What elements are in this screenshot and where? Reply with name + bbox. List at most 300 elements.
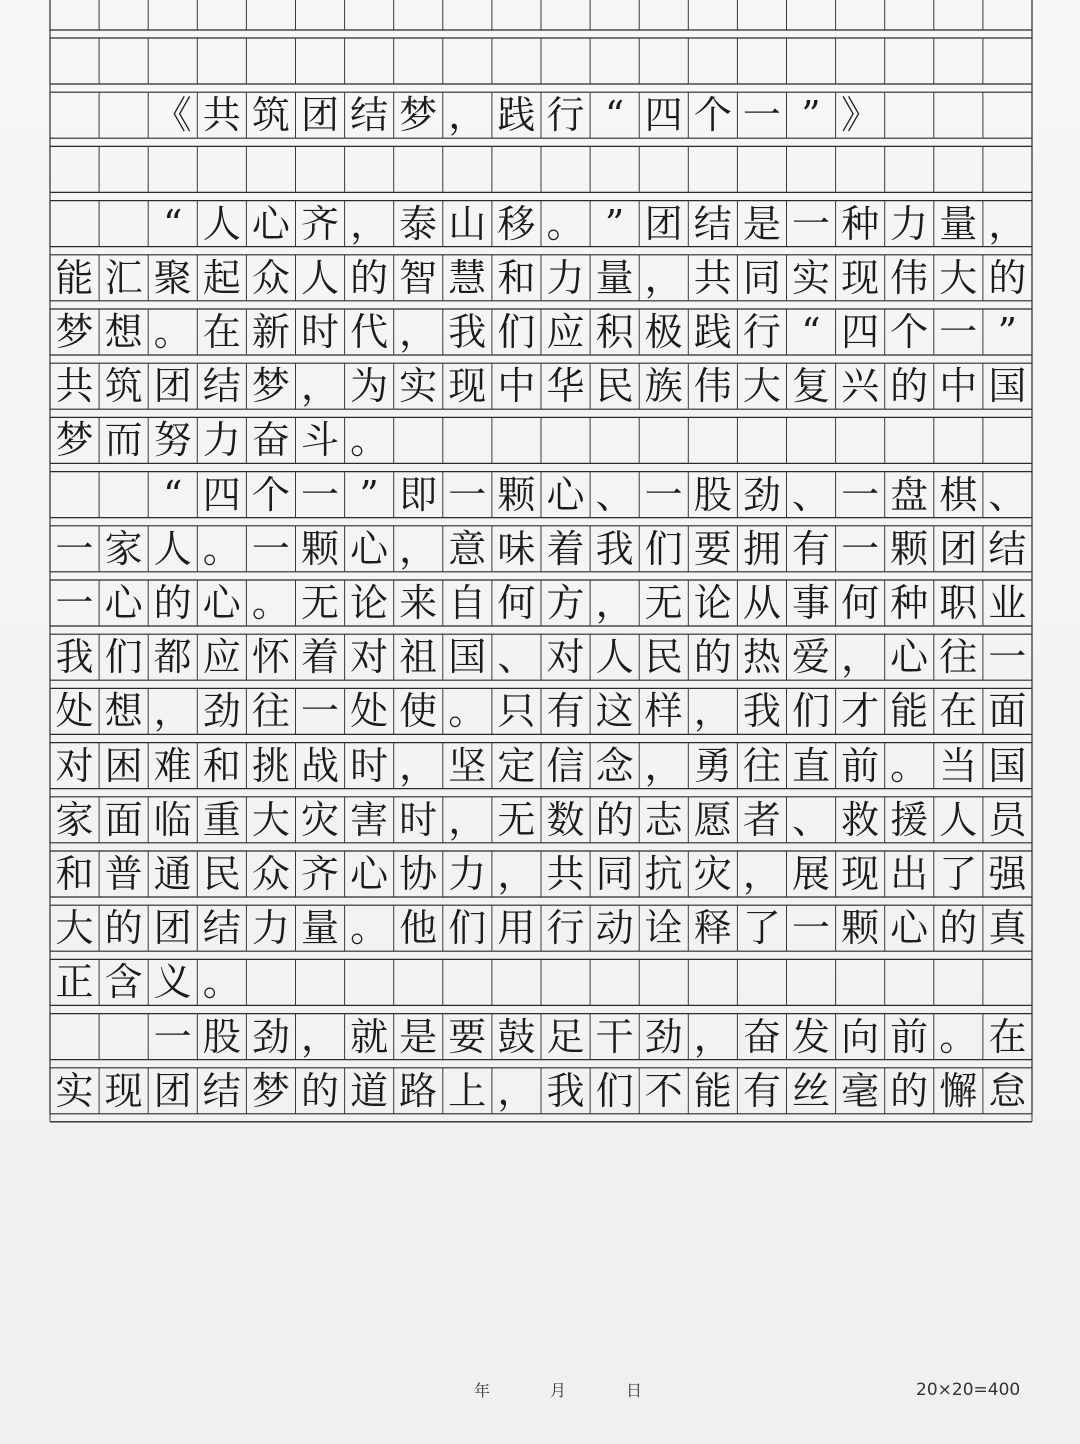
grid-cell-char: 齐: [300, 201, 339, 246]
grid-cell-char: 我: [55, 635, 94, 680]
grid-cell-char: 困: [104, 743, 143, 788]
grid-cell-char: 要: [693, 526, 732, 571]
grid-cell-char: 才: [841, 689, 880, 734]
grid-cell-char: 《: [153, 93, 192, 138]
grid-cell-char: 数: [546, 797, 585, 842]
grid-cell-char: 复: [791, 364, 830, 409]
grid-cell-char: 行: [546, 93, 585, 138]
grid-cell-char: 结: [988, 526, 1027, 571]
grid-cell-char: 一: [742, 93, 781, 138]
grid-cell-char: 难: [153, 743, 192, 788]
grid-cell-char: 何: [497, 581, 536, 625]
grid-cell-char: 有: [546, 689, 585, 734]
grid-cell-char: 结: [350, 93, 389, 138]
grid-cell-char: 着: [300, 635, 339, 680]
grid-cell-char: 不: [644, 1068, 683, 1113]
grid-cell-char: 。: [202, 526, 241, 571]
grid-cell-char: 的: [153, 581, 192, 625]
grid-cell-char: ，: [350, 201, 389, 246]
grid-cell-char: 人: [595, 635, 634, 680]
text-row: [0, 905, 1080, 959]
text-row: [0, 797, 1080, 851]
grid-cell-char: 一: [300, 689, 339, 734]
grid-cell-char: ，: [644, 255, 683, 300]
grid-cell-char: ，: [448, 93, 487, 138]
grid-cell-char: 团: [939, 526, 978, 571]
grid-cell-char: 了: [742, 906, 781, 951]
grid-cell-char: 众: [251, 255, 290, 300]
grid-cell-char: ”: [997, 310, 1018, 354]
grid-cell-char: 临: [153, 797, 192, 842]
grid-cell-char: 用: [497, 906, 536, 951]
grid-cell-char: 志: [644, 797, 683, 842]
grid-cell-char: 时: [300, 310, 339, 354]
grid-cell-char: 心: [890, 635, 929, 680]
grid-cell-char: 一: [153, 1014, 192, 1059]
grid-cell-char: 。: [350, 418, 389, 463]
grid-cell-char: 四: [202, 472, 241, 517]
grid-cell-char: 。: [939, 1014, 978, 1059]
grid-cell-char: 量: [300, 906, 339, 951]
grid-cell-char: 、: [497, 635, 536, 680]
grid-cell-char: 人: [300, 255, 339, 300]
grid-cell-char: 使: [399, 689, 438, 734]
grid-cell-char: 的: [300, 1068, 339, 1113]
grid-cell-char: 在: [939, 689, 978, 734]
grid-cell-char: “: [801, 310, 821, 354]
grid-cell-char: [50, 1014, 99, 1060]
grid-cell-char: 和: [497, 255, 536, 300]
grid-cell-char: 个: [251, 472, 290, 517]
grid-cell-char: 的: [890, 364, 929, 409]
grid-cell-char: 齐: [300, 852, 339, 896]
grid-cell-char: 实: [55, 1068, 94, 1113]
grid-cell-char: 有: [742, 1068, 781, 1113]
grid-cell-char: 起: [202, 255, 241, 300]
grid-cell-char: 民: [595, 364, 634, 409]
grid-cell-char: 毫: [841, 1068, 880, 1113]
grid-cell-char: 团: [153, 906, 192, 951]
grid-cell-char: 聚: [153, 255, 192, 300]
grid-cell-char: 真: [988, 906, 1027, 951]
grid-cell-char: 无: [497, 797, 536, 842]
text-row: [0, 743, 1080, 797]
grid-cell-char: 人: [202, 201, 241, 246]
grid-cell-char: 共: [202, 93, 241, 138]
grid-cell-char: 鼓: [497, 1014, 536, 1059]
grid-cell-char: 应: [202, 635, 241, 680]
grid-cell-char: 。: [546, 201, 585, 246]
grid-cell-char: ，: [693, 689, 732, 734]
grid-cell-char: 都: [153, 635, 192, 680]
grid-cell-char: 足: [546, 1014, 585, 1059]
grid-cell-char: 对: [350, 635, 389, 680]
grid-cell-char: 极: [644, 310, 683, 354]
grid-cell-char: 面: [988, 689, 1027, 734]
grid-cell-char: 能: [693, 1068, 732, 1113]
grid-cell-char: 实: [791, 255, 830, 300]
grid-cell-char: 。: [153, 310, 192, 354]
text-row: [0, 688, 1080, 742]
grid-cell-char: 就: [350, 1014, 389, 1059]
grid-cell-char: [50, 201, 99, 247]
grid-cell-char: [99, 472, 148, 518]
grid-cell-char: 通: [153, 852, 192, 896]
grid-cell-char: 棋: [939, 472, 978, 517]
grid-cell-char: 梦: [251, 1068, 290, 1113]
grid-cell-char: 重: [202, 797, 241, 842]
grid-cell-char: ，: [300, 1014, 339, 1059]
text-row: [0, 580, 1080, 634]
grid-cell-char: 力: [890, 201, 929, 246]
grid-cell-char: 爱: [791, 635, 830, 680]
grid-cell-char: 而: [104, 418, 143, 463]
grid-cell-char: 人: [939, 797, 978, 842]
grid-cell-char: 协: [399, 852, 438, 896]
grid-cell-char: 智: [399, 255, 438, 300]
grid-cell-char: ，: [448, 797, 487, 842]
grid-cell-char: 中: [497, 364, 536, 409]
grid-cell-char: 、: [988, 472, 1027, 517]
grid-cell-char: 汇: [104, 255, 143, 300]
grid-cell-char: ，: [300, 364, 339, 409]
grid-cell-char: 挑: [251, 743, 290, 788]
grid-cell-char: 。: [350, 906, 389, 951]
grid-cell-char: 一: [939, 310, 978, 354]
grid-cell-char: 发: [791, 1014, 830, 1059]
grid-cell-char: 样: [644, 689, 683, 734]
grid-cell-char: 释: [693, 906, 732, 951]
grid-cell-char: 的: [693, 635, 732, 680]
text-row: [0, 201, 1080, 255]
grid-cell-char: 大: [55, 906, 94, 951]
grid-cell-char: 行: [546, 906, 585, 951]
grid-cell-char: 慧: [448, 255, 487, 300]
grid-cell-char: 心: [251, 201, 290, 246]
grid-cell-char: 者: [742, 797, 781, 842]
grid-cell-char: 同: [742, 255, 781, 300]
grid-cell-char: 团: [153, 364, 192, 409]
grid-cell-char: 们: [791, 689, 830, 734]
grid-cell-char: 坚: [448, 743, 487, 788]
text-row: [0, 92, 1080, 146]
grid-cell-char: 从: [742, 581, 781, 625]
grid-cell-char: 当: [939, 743, 978, 788]
grid-cell-char: 、: [595, 472, 634, 517]
grid-cell-char: 一: [644, 472, 683, 517]
grid-cell-char: ”: [801, 93, 821, 138]
grid-cell-char: 无: [300, 581, 339, 625]
grid-cell-char: 丝: [791, 1068, 830, 1113]
grid-cell-char: 怠: [988, 1068, 1027, 1113]
grid-cell-char: [50, 472, 99, 518]
text-row: [0, 309, 1080, 363]
grid-cell-char: 股: [693, 472, 732, 517]
grid-cell-char: 国: [448, 635, 487, 680]
grid-cell-char: 展: [791, 852, 830, 896]
grid-cell-char: 行: [742, 310, 781, 354]
grid-cell-char: 含: [104, 960, 143, 1005]
grid-cell-char: 能: [55, 255, 94, 300]
grid-cell-char: 往: [742, 743, 781, 788]
grid-cell-char: 能: [890, 689, 929, 734]
grid-cell-char: 自: [448, 581, 487, 625]
text-row: [0, 417, 1080, 471]
grid-cell-char: 一: [55, 581, 94, 625]
grid-cell-char: 对: [55, 743, 94, 788]
grid-cell-char: 即: [399, 472, 438, 517]
grid-cell-char: 种: [890, 581, 929, 625]
grid-cell-char: 信: [546, 743, 585, 788]
grid-cell-char: 、: [791, 797, 830, 842]
grid-cell-char: 向: [841, 1014, 880, 1059]
grid-cell-char: 灾: [300, 797, 339, 842]
grid-cell-char: 救: [841, 797, 880, 842]
grid-cell-char: 他: [399, 906, 438, 951]
grid-cell-char: 。: [448, 689, 487, 734]
grid-cell-char: 中: [939, 364, 978, 409]
grid-cell-char: 念: [595, 743, 634, 788]
grid-cell-char: 抗: [644, 852, 683, 896]
text-row: [0, 634, 1080, 688]
grid-cell-char: 种: [841, 201, 880, 246]
grid-cell-char: 诠: [644, 906, 683, 951]
grid-cell-char: 为: [350, 364, 389, 409]
grid-cell-char: 们: [595, 1068, 634, 1113]
grid-cell-char: 一: [791, 201, 830, 246]
grid-cell-char: 祖: [399, 635, 438, 680]
grid-cell-char: 结: [202, 364, 241, 409]
grid-cell-char: 们: [448, 906, 487, 951]
text-row: [0, 472, 1080, 526]
grid-cell-char: 民: [202, 852, 241, 896]
grid-cell-char: 想: [104, 689, 143, 734]
grid-cell-char: 力: [546, 255, 585, 300]
grid-cell-char: 盘: [890, 472, 929, 517]
grid-cell-char: 四: [644, 93, 683, 138]
grid-cell-char: 共: [546, 852, 585, 896]
grid-cell-char: ，: [399, 743, 438, 788]
grid-cell-char: 量: [595, 255, 634, 300]
grid-cell-char: 强: [988, 852, 1027, 896]
grid-cell-char: 动: [595, 906, 634, 951]
grid-cell-char: [50, 92, 99, 138]
grid-cell-char: 大: [742, 364, 781, 409]
grid-cell-char: 的: [939, 906, 978, 951]
grid-cell-char: 梦: [55, 418, 94, 463]
grid-cell-char: 家: [104, 526, 143, 571]
grid-cell-char: [99, 92, 148, 138]
grid-cell-char: 我: [742, 689, 781, 734]
grid-cell-char: 热: [742, 635, 781, 680]
grid-cell-char: 我: [595, 526, 634, 571]
grid-cell-char: 定: [497, 743, 536, 788]
grid-cell-char: 战: [300, 743, 339, 788]
grid-cell-char: 害: [350, 797, 389, 842]
grid-cell-char: 现: [448, 364, 487, 409]
grid-cell-char: 个: [693, 93, 732, 138]
grid-cell-char: ，: [742, 852, 781, 896]
grid-cell-char: 论: [693, 581, 732, 625]
grid-cell-char: 一: [841, 472, 880, 517]
grid-cell-char: 这: [595, 689, 634, 734]
grid-cell-char: 劲: [742, 472, 781, 517]
grid-cell-char: 颗: [497, 472, 536, 517]
grid-cell-char: ，: [841, 635, 880, 680]
grid-cell-char: 普: [104, 852, 143, 896]
grid-cell-char: 我: [448, 310, 487, 354]
grid-cell-char: 的: [890, 1068, 929, 1113]
grid-cell-char: ，: [399, 526, 438, 571]
grid-cell-char: 们: [644, 526, 683, 571]
grid-cell-char: “: [162, 201, 183, 246]
grid-cell-char: 实: [399, 364, 438, 409]
grid-cell-char: 出: [890, 852, 929, 896]
grid-cell-char: 结: [202, 906, 241, 951]
grid-cell-char: 一: [55, 526, 94, 571]
grid-cell-char: 筑: [251, 93, 290, 138]
grid-cell-char: 在: [202, 310, 241, 354]
text-row: [0, 363, 1080, 417]
grid-cell-char: 正: [55, 960, 94, 1005]
grid-cell-char: “: [162, 472, 183, 517]
grid-cell-char: 努: [153, 418, 192, 463]
grid-cell-char: 一: [841, 526, 880, 571]
grid-cell-char: 斗: [300, 418, 339, 463]
grid-cell-char: 意: [448, 526, 487, 571]
grid-cell-char: 伟: [890, 255, 929, 300]
grid-cell-char: ，: [988, 201, 1027, 246]
grid-cell-char: 了: [939, 852, 978, 896]
grid-cell-char: 是: [399, 1014, 438, 1059]
grid-cell-char: 心: [104, 581, 143, 625]
grid-cell-char: 大: [251, 797, 290, 842]
grid-cell-char: ，: [693, 1014, 732, 1059]
grid-cell-char: 一: [251, 526, 290, 571]
grid-cell-char: 族: [644, 364, 683, 409]
grid-cell-char: 的: [104, 906, 143, 951]
grid-cell-char: 我: [546, 1068, 585, 1113]
grid-cell-char: 同: [595, 852, 634, 896]
grid-cell-char: 劲: [202, 689, 241, 734]
grid-cell-char: 共: [55, 364, 94, 409]
grid-cell-char: 大: [939, 255, 978, 300]
grid-cell-char: ，: [497, 1068, 536, 1113]
grid-cell-char: 践: [497, 93, 536, 138]
grid-cell-char: 往: [939, 635, 978, 680]
grid-cell-char: 的: [595, 797, 634, 842]
grid-cell-char: 积: [595, 310, 634, 354]
grid-cell-char: 力: [251, 906, 290, 951]
grid-cell-char: “: [604, 93, 625, 138]
grid-cell-char: 颗: [841, 906, 880, 951]
text-row: [0, 959, 1080, 1013]
grid-cell-char: 国: [988, 364, 1027, 409]
grid-cell-char: 的: [988, 255, 1027, 300]
grid-cell-char: 家: [55, 797, 94, 842]
grid-cell-char: 颗: [890, 526, 929, 571]
text-row: [0, 526, 1080, 580]
grid-cell-char: 是: [742, 201, 781, 246]
grid-cell-char: [99, 201, 148, 247]
grid-cell-char: 梦: [55, 310, 94, 354]
grid-cell-char: ”: [604, 201, 625, 246]
grid-cell-char: 和: [55, 852, 94, 896]
grid-cell-char: 的: [350, 255, 389, 300]
grid-cell-char: ，: [399, 310, 438, 354]
text-row: [0, 38, 1080, 92]
grid-cell-char: 方: [546, 581, 585, 625]
grid-cell-char: 》: [841, 93, 880, 138]
grid-cell-char: 心: [202, 581, 241, 625]
grid-cell-char: 兴: [841, 364, 880, 409]
grid-cell-char: 论: [350, 581, 389, 625]
grid-cell-char: 对: [546, 635, 585, 680]
grid-cell-char: 愿: [693, 797, 732, 842]
grid-cell-char: 味: [497, 526, 536, 571]
grid-cell-char: 干: [595, 1014, 634, 1059]
grid-cell-char: 个: [890, 310, 929, 354]
grid-cell-char: 一: [448, 472, 487, 517]
grid-cell-char: 时: [350, 743, 389, 788]
footer-grid-count: 20×20=400: [916, 1380, 1021, 1400]
grid-cell-char: ，: [153, 689, 192, 734]
grid-cell-char: ”: [359, 472, 379, 517]
grid-cell-char: 懈: [939, 1068, 978, 1113]
grid-cell-char: 团: [644, 201, 683, 246]
grid-cell-char: 义: [153, 960, 192, 1005]
grid-cell-char: 应: [546, 310, 585, 354]
grid-cell-char: 援: [890, 797, 929, 842]
grid-cell-char: 奋: [251, 418, 290, 463]
grid-cell-char: 心: [546, 472, 585, 517]
grid-cell-char: 心: [350, 526, 389, 571]
text-row: [0, 255, 1080, 309]
grid-cell-char: 众: [251, 852, 290, 896]
grid-cell-char: 们: [104, 635, 143, 680]
grid-cell-char: 职: [939, 581, 978, 625]
grid-cell-char: 泰: [399, 201, 438, 246]
grid-cell-char: 团: [153, 1068, 192, 1113]
grid-cell-char: 代: [350, 310, 389, 354]
grid-cell-char: 股: [202, 1014, 241, 1059]
grid-cell-char: 人: [153, 526, 192, 571]
grid-cell-char: 筑: [104, 364, 143, 409]
footer-month-label: 月: [550, 1381, 567, 1400]
grid-cell-char: 在: [988, 1014, 1027, 1059]
grid-cell-char: 力: [202, 418, 241, 463]
grid-cell-char: 来: [399, 581, 438, 625]
grid-cell-char: 处: [350, 689, 389, 734]
grid-cell-char: 前: [841, 743, 880, 788]
grid-cell-char: 心: [890, 906, 929, 951]
grid-cell-char: 一: [791, 906, 830, 951]
grid-cell-char: 移: [497, 201, 536, 246]
grid-cell-char: 时: [399, 797, 438, 842]
grid-cell-char: 四: [841, 310, 880, 354]
grid-cell-char: 践: [693, 310, 732, 354]
grid-cell-char: 颗: [300, 526, 339, 571]
grid-cell-char: 们: [497, 310, 536, 354]
grid-cell-char: 处: [55, 689, 94, 734]
grid-cell-char: 梦: [251, 364, 290, 409]
grid-cell-char: 山: [448, 201, 487, 246]
grid-cell-char: 业: [988, 581, 1027, 625]
footer-day-label: 日: [626, 1381, 643, 1400]
grid-cell-char: 结: [202, 1068, 241, 1113]
grid-cell-char: 现: [104, 1068, 143, 1113]
footer-year-label: 年: [474, 1381, 491, 1400]
